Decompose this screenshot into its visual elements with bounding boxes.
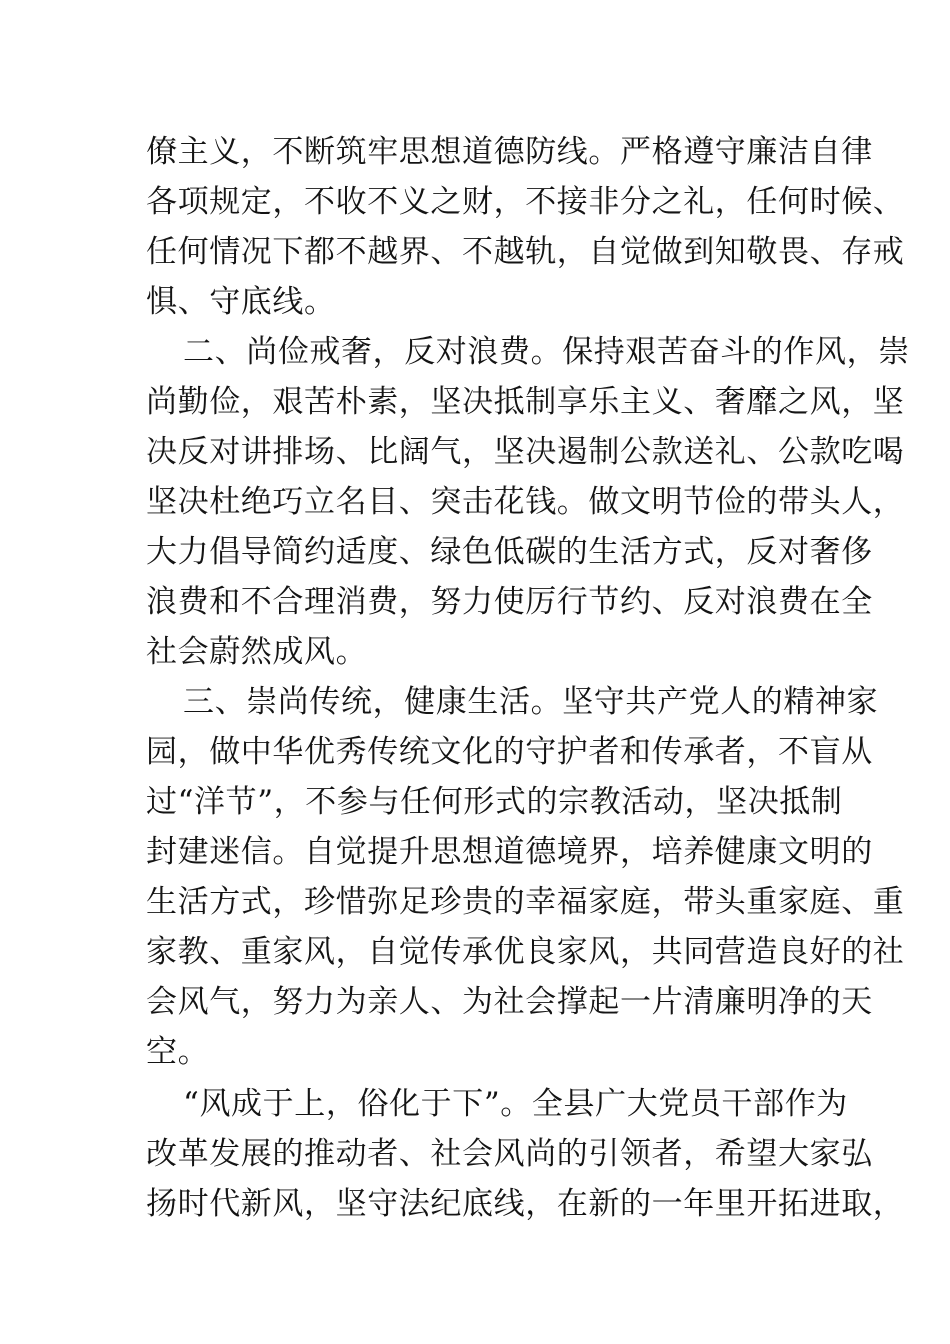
text-line-18: 会风气，努力为亲人、为社会撑起一片清廉明净的天 <box>146 984 873 1020</box>
text-line-13: 园，做中华优秀传统文化的守护者和传承者，不盲从 <box>146 734 873 770</box>
text-line-22: 扬时代新风，坚守法纪底线，在新的一年里开拓进取， <box>146 1186 905 1222</box>
text-line-14: 过“洋节”，不参与任何形式的宗教活动，坚决抵制 <box>146 784 843 820</box>
text-line-8: 坚决杜绝巧立名目、突击花钱。做文明节俭的带头人， <box>146 484 905 520</box>
text-line-5: 二、尚俭戒奢，反对浪费。保持艰苦奋斗的作风，崇 <box>183 334 910 370</box>
text-line-4: 惧、守底线。 <box>146 284 336 320</box>
text-line-11: 社会蔚然成风。 <box>146 634 368 670</box>
text-line-9: 大力倡导简约适度、绿色低碳的生活方式，反对奢侈 <box>146 534 873 570</box>
text-line-10: 浪费和不合理消费，努力使厉行节约、反对浪费在全 <box>146 584 873 620</box>
text-line-7: 决反对讲排场、比阔气，坚决遏制公款送礼、公款吃喝 <box>146 434 905 470</box>
text-line-2: 各项规定，不收不义之财，不接非分之礼，任何时候、 <box>146 184 905 220</box>
text-line-19: 空。 <box>146 1034 210 1070</box>
text-line-20: “风成于上，俗化于下”。全县广大党员干部作为 <box>183 1086 848 1122</box>
text-line-3: 任何情况下都不越界、不越轨，自觉做到知敬畏、存戒 <box>146 234 905 270</box>
text-line-16: 生活方式，珍惜弥足珍贵的幸福家庭，带头重家庭、重 <box>146 884 905 920</box>
text-line-6: 尚勤俭，艰苦朴素，坚决抵制享乐主义、奢靡之风，坚 <box>146 384 905 420</box>
text-line-17: 家教、重家风，自觉传承优良家风，共同营造良好的社 <box>146 934 905 970</box>
text-line-1: 僚主义，不断筑牢思想道德防线。严格遵守廉洁自律 <box>146 134 873 170</box>
text-line-12: 三、崇尚传统，健康生活。坚守共产党人的精神家 <box>183 684 879 720</box>
text-line-21: 改革发展的推动者、社会风尚的引领者，希望大家弘 <box>146 1136 873 1172</box>
text-line-15: 封建迷信。自觉提升思想道德境界，培养健康文明的 <box>146 834 873 870</box>
